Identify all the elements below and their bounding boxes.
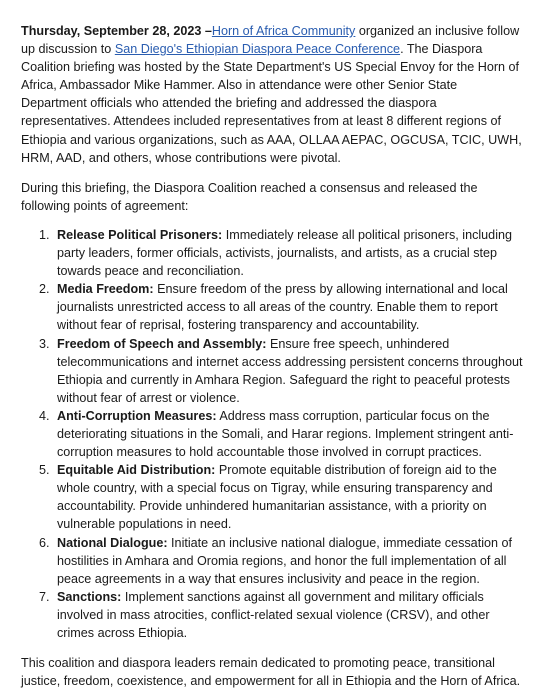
item-number: 3.: [39, 336, 50, 351]
item-text: Implement sanctions against all government and military officials involved in mass atrocities, conflict-related sexual violence (CRSV), and other crimes across Ethiopia.: [57, 589, 490, 640]
item-title: Freedom of Speech and Assembly:: [57, 336, 267, 351]
list-item: [21, 534, 526, 588]
item-text: Address mass corruption, particular focus on the deteriorating situations in the Somali, and Harar regions. Implement stringent anti-corruption measures to hold accountable those involved in corrupt practices.: [57, 408, 514, 460]
peace-conference-link[interactable]: San Diego's Ethiopian Diaspora Peace Conference: [114, 42, 401, 57]
item-title: Release Political Prisoners:: [57, 227, 223, 242]
list-item: [21, 461, 526, 533]
item-number: 4.: [39, 408, 50, 423]
list-item: [21, 588, 526, 642]
item-number: 2.: [39, 282, 50, 297]
closing-paragraph: This coalition and diaspora leaders remain dedicated to promoting peace, transitional justice, freedom, coexistence, and empowerment for all in Ethiopia and the Horn of Africa.: [21, 656, 521, 689]
intro-date: Thursday, September 28, 2023 –: [21, 24, 212, 38]
item-number: 6.: [39, 535, 50, 550]
item-text: Promote equitable distribution of foreign aid to the whole country, with a special focus on Tigray, while ensuring transparency and accountability. Provide unhindered humanitarian assistance, with a priority on vulnerable populations in need.: [57, 463, 497, 532]
item-title: National Dialogue:: [57, 535, 168, 550]
item-text: Initiate an inclusive national dialogue, immediate cessation of hostilities in Amhara and Oromia regions, and honor the full implementation of all peace agreements in a way that ensures inclusivity and peace in the region.: [57, 535, 512, 586]
item-number: 5.: [39, 463, 50, 478]
intro-text-1: organized an inclusive follow up discussion to: [21, 24, 520, 57]
item-text: Ensure freedom of the press by allowing international and local journalists unrestricted access to all areas of the country. Enable them to report without fear of reprisal, fostering transparency and accountability.: [57, 282, 508, 333]
lead-in-paragraph: During this briefing, the Diaspora Coalition reached a consensus and released the following points of agreement:: [21, 180, 478, 213]
list-item: [21, 335, 526, 407]
item-title: Media Freedom:: [57, 282, 154, 297]
intro-text-2: . The Diaspora Coalition briefing was hosted by the State Department's US Special Envoy for the Horn of Africa, Ambassador Mike Hammer. Also in attendance were other Senior State Department officials who attended the briefing and addressed the diaspora representatives. Attendees included representatives from at least 8 different regions of Ethiopia and various organizations, such as AAA, OLLAA AEPAC, OGCUSA, TCIC, UWH, HRM, AAD, and others, whose contributions were pivotal.: [21, 42, 522, 165]
agreement-points-list: [21, 226, 526, 642]
item-title: Equitable Aid Distribution:: [57, 463, 216, 478]
list-item: [21, 226, 526, 280]
item-number: 1.: [39, 227, 50, 242]
intro-paragraph: [21, 22, 526, 167]
list-item: [21, 280, 526, 334]
horn-of-africa-community-link[interactable]: Horn of Africa Community: [211, 24, 356, 38]
item-text: Immediately release all political prisoners, including party leaders, former officials, activists, journalists, and artists, as a crucial step towards peace and reconciliation.: [57, 227, 512, 279]
list-item: [21, 407, 526, 461]
item-text: Ensure free speech, unhindered telecommunications and internet access addressing persistent concerns throughout Ethiopia and currently in Amhara Region. Safeguard the right to peaceful protests without fear of arrest or violence.: [57, 336, 523, 405]
item-title: Sanctions:: [57, 589, 122, 604]
item-number: 7.: [39, 589, 50, 604]
item-title: Anti-Corruption Measures:: [57, 408, 217, 423]
